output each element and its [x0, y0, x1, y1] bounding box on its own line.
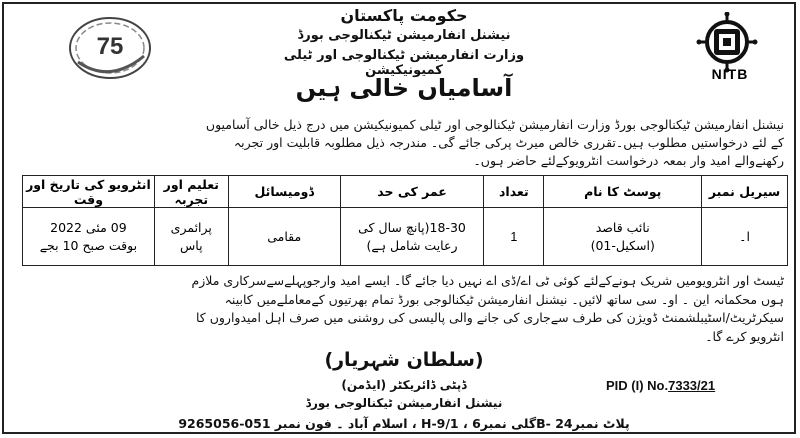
pid-number: [606, 378, 715, 393]
notes-line: سیکرٹریٹ/اسٹیبلشمنٹ ڈویژن کی طرف سےجاری کی جانے والی پالیسی کی روشنی میں صرف اہل امیدواروں کا: [195, 310, 784, 325]
notes-line: ٹیسٹ اور انٹرویومیں شریک ہونےکےلئے کوئی ٹی اے/ڈی اے نہیں دیا جائے گا۔ ایسے امید وارجوپہلےسےسرکاری ملازم: [191, 273, 784, 288]
cell-domicile: مقامی: [228, 208, 340, 266]
svg-text:75: 75: [96, 33, 124, 60]
contact-address: پلاٹ نمبرB- 24گلی نمبر6 ، H-9/1 ، اسلام آباد ۔ فون نمبر 051-9265056: [178, 416, 630, 431]
pid-prefix: PID (I) No.: [606, 378, 669, 393]
signatory-name: (سلطان شہریار): [324, 349, 484, 371]
header-board: نیشنل انفارمیشن ٹیکنالوجی بورڈ: [297, 28, 511, 43]
cell-age: [340, 208, 484, 266]
header-count: تعداد: [484, 176, 544, 208]
notes-line: انٹرویو کرے گا۔: [705, 328, 784, 344]
post-scale: (اسکیل-01): [590, 237, 655, 253]
intro-line: نیشنل انفارمیشن ٹیکنالوجی بورڈ وزارت انفارمیشن ٹیکنالوجی اور ٹیلی کمیونیکیشن میں درج ذیل خالی آسامیوں: [205, 117, 784, 132]
education-level: پرائمری: [170, 219, 212, 235]
cell-count: 1: [484, 208, 544, 266]
header-serial: سیریل نمبر: [702, 176, 788, 208]
signatory-organization: نیشنل انفارمیشن ٹیکنالوجی بورڈ: [305, 396, 503, 410]
education-status: پاس: [180, 237, 203, 253]
age-relaxation: رعایت شامل ہے): [366, 237, 458, 253]
interview-date: 09 مئی 2022: [50, 219, 127, 235]
table-header-row: [23, 176, 788, 208]
post-name: نائب قاصد: [595, 219, 650, 235]
interview-time: بوقت صبح 10 بجے: [39, 237, 138, 253]
header-age: عمر کی حد: [340, 176, 484, 208]
cell-serial: ا۔: [702, 208, 788, 266]
intro-paragraph: [24, 116, 784, 170]
cell-education: [154, 208, 228, 266]
page-title: آسامیاں خالی ہیں: [295, 74, 513, 102]
pakistan-75-years-logo: [64, 10, 156, 82]
advertisement-frame: [2, 2, 796, 434]
table-row: [23, 208, 788, 266]
header-ministry: وزارت انفارمیشن ٹیکنالوجی اور ٹیلی کمیونیکیشن: [283, 48, 525, 78]
cell-interview: [23, 208, 155, 266]
header-government: حکومت پاکستان: [340, 6, 468, 25]
nitb-logo-text: NITB: [711, 66, 749, 82]
intro-line: کے لئے درخواستیں مطلوب ہیں۔تقرری خالص میرٹ پرکی جائے گی۔ مندرجہ ذیل مطلوبہ قابلیت اور تجربہ: [233, 135, 784, 150]
age-range: 18-30(پانچ سال کی: [358, 219, 466, 235]
cell-post: [544, 208, 702, 266]
vacancy-table: [22, 175, 788, 266]
header-domicile: ڈومیسائل: [228, 176, 340, 208]
intro-line: رکھنےوالے امید وار بمعہ درخواست انٹرویوکےلئے حاضر ہوں۔: [473, 153, 784, 168]
header-post: پوسٹ کا نام: [544, 176, 702, 208]
notes-line: ہوں محکمانہ این ۔ او۔ سی ساتھ لائیں۔ نیشنل انفارمیشن ٹیکنالوجی بورڈ تمام بھرتیوں کےمعاملےمیں کابینہ: [224, 291, 784, 307]
pid-value: 7333/21: [668, 378, 716, 393]
signatory-designation: ڈپٹی ڈائریکٹر (ایڈمن): [341, 378, 467, 392]
notes-paragraph: [24, 272, 784, 346]
header-education: تعلیم اور تجربہ: [154, 176, 228, 208]
header-interview: انٹرویو کی تاریخ اور وقت: [23, 176, 155, 208]
